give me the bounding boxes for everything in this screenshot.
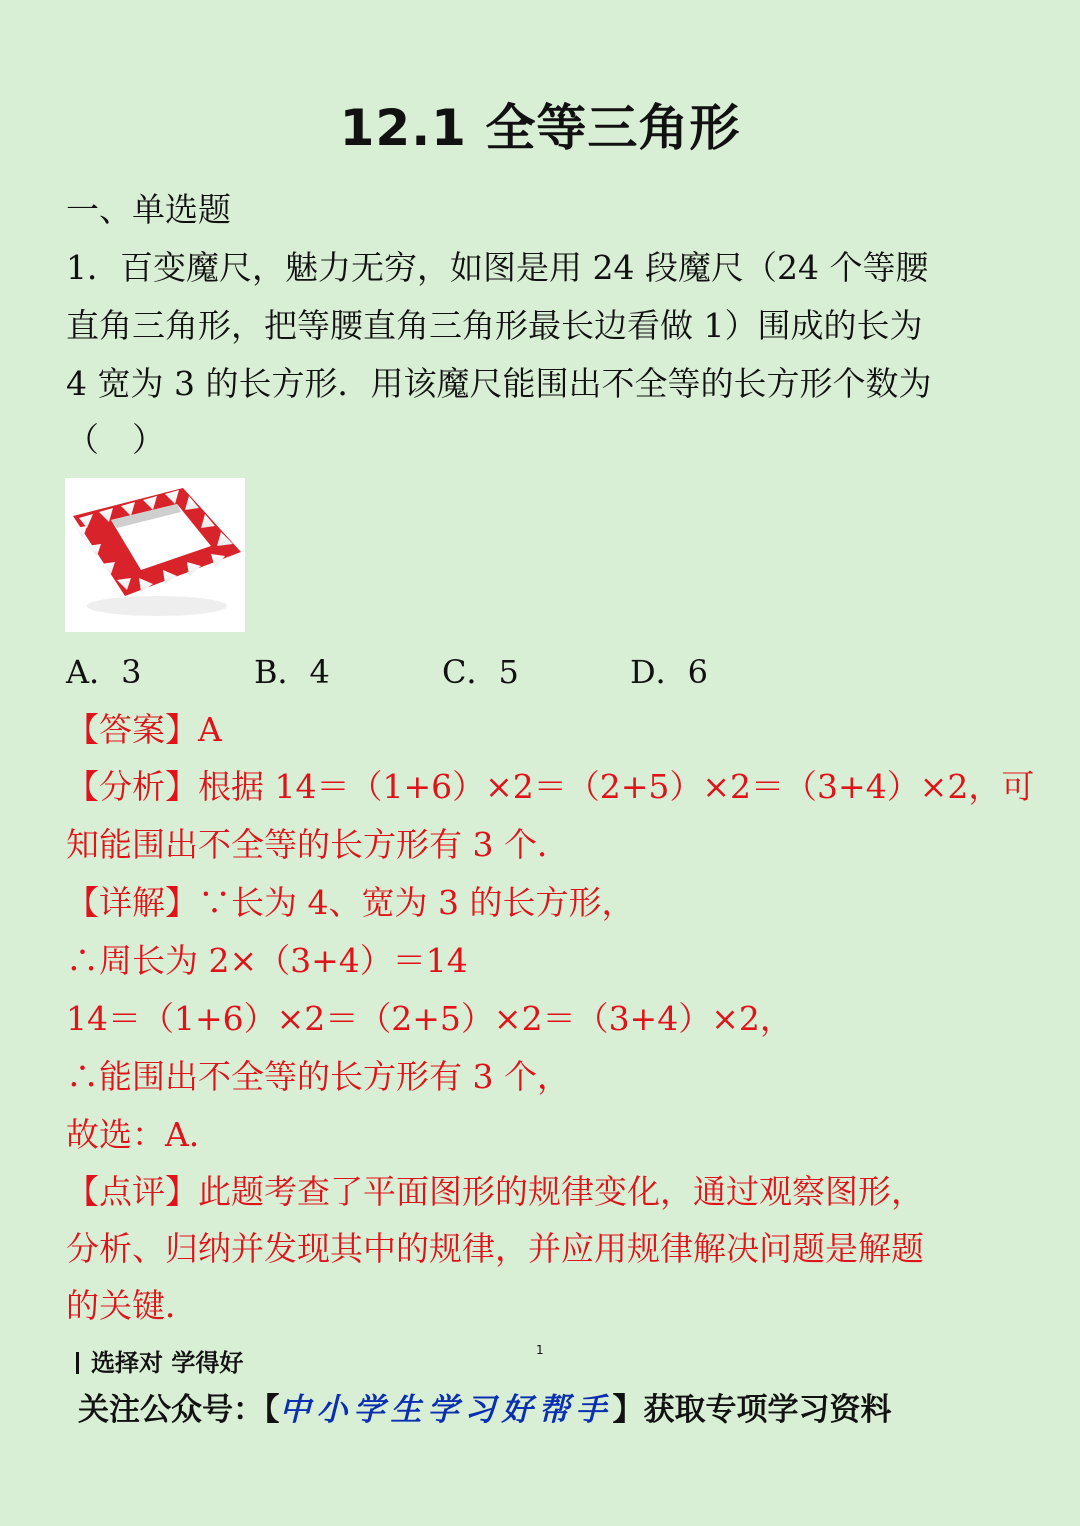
option-a[interactable]: A．3: [66, 653, 142, 691]
footer-prefix: 关注公众号：【: [78, 1392, 280, 1428]
detail-line-3: 14＝（1+6）×2＝（2+5）×2＝（3+4）×2，: [66, 999, 793, 1038]
option-b[interactable]: B．4: [254, 653, 330, 691]
answer-tag: 【答案】: [66, 710, 198, 749]
detail-line-2: ∴周长为 2×（3+4）＝14: [66, 941, 468, 980]
slogan: [76, 1343, 243, 1378]
analysis-tag: 【分析】: [66, 767, 198, 806]
answer-line: [66, 710, 222, 750]
analysis-line-2: 知能围出不全等的长方形有 3 个．: [66, 825, 570, 864]
comment-text-1: 此题考查了平面图形的规律变化，通过观察图形，: [198, 1172, 924, 1211]
page-title: 12.1 全等三角形: [339, 99, 741, 157]
slogan-bar: [76, 1352, 79, 1374]
comment-line-2: 分析、归纳并发现其中的规律，并应用规律解决问题是解题: [66, 1229, 924, 1268]
analysis-line-1: [66, 767, 1034, 807]
comment-line-1: [66, 1172, 924, 1212]
page-number: 1: [536, 1343, 544, 1357]
detail-line-5: 故选：A．: [66, 1115, 222, 1154]
detail-line-4: ∴能围出不全等的长方形有 3 个，: [66, 1057, 570, 1096]
section-heading: 一、单选题: [66, 190, 231, 229]
question-line-3: 4 宽为 3 的长方形．用该魔尺能围出不全等的长方形个数为: [66, 364, 932, 403]
option-d[interactable]: D．6: [630, 653, 709, 691]
magic-ruler-rectangle-image: [65, 478, 245, 632]
detail-tag: 【详解】: [66, 883, 198, 922]
detail-text-1: ∵长为 4、宽为 3 的长方形，: [198, 883, 635, 922]
magic-ruler-illustration: [65, 478, 245, 632]
slogan-text: 选择对 学得好: [91, 1348, 244, 1377]
question-line-1: 1．百变魔尺，魅力无穷，如图是用 24 段魔尺（24 个等腰: [66, 248, 929, 287]
footer-brand: 中小学生学习好帮手: [279, 1392, 613, 1428]
comment-line-3: 的关键．: [66, 1286, 198, 1325]
footer-banner: [78, 1384, 892, 1429]
comment-tag: 【点评】: [66, 1172, 198, 1211]
detail-line-1: [66, 883, 634, 923]
analysis-text-1: 根据 14＝（1+6）×2＝（2+5）×2＝（3+4）×2，可: [198, 767, 1035, 806]
option-c[interactable]: C．5: [442, 653, 519, 691]
question-line-4: （ ）: [66, 420, 165, 459]
footer-suffix: 】获取专项学习资料: [612, 1392, 892, 1428]
answer-value: A: [198, 710, 222, 749]
question-line-2: 直角三角形，把等腰直角三角形最长边看做 1）围成的长为: [66, 306, 923, 345]
